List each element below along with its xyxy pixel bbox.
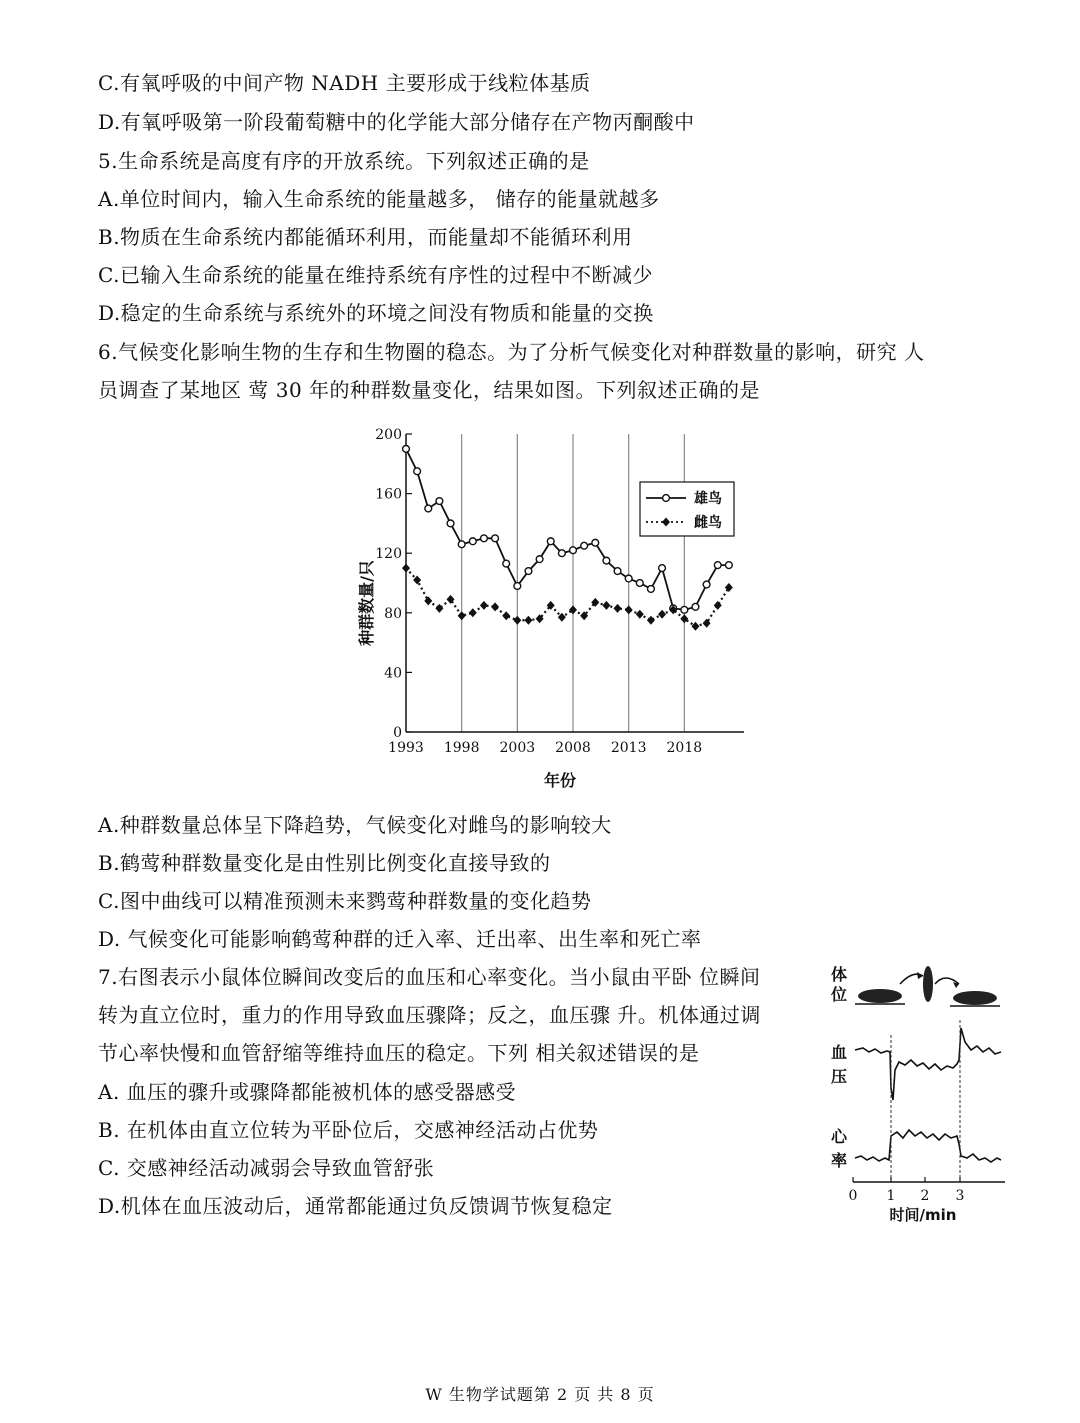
data-point-male xyxy=(725,562,732,569)
y-tick-label: 160 xyxy=(375,486,402,503)
data-point-male xyxy=(403,446,410,453)
data-point-male xyxy=(425,505,432,512)
mouse-upright-icon xyxy=(923,966,933,1002)
q7-stem-line-3: 节心率快慢和血管舒缩等维持血压的稳定。下列 相关叙述错误的是 xyxy=(98,1041,700,1065)
q7-option-a: A. 血压的骤升或骤降都能被机体的感受器感受 xyxy=(98,1080,517,1104)
data-point-female xyxy=(602,601,610,610)
data-point-male xyxy=(681,606,688,613)
q6-option-a: A.种群数量总体呈下降趋势，气候变化对雌鸟的影响较大 xyxy=(98,813,612,837)
q5-stem: 5.生命系统是高度有序的开放系统。下列叙述正确的是 xyxy=(98,149,590,173)
data-point-female xyxy=(402,564,410,573)
bp-label-char-2: 压 xyxy=(830,1067,848,1086)
data-point-male xyxy=(692,603,699,610)
q7-option-b: B. 在机体由直立位转为平卧位后，交感神经活动占优势 xyxy=(98,1118,599,1142)
series-line-female xyxy=(406,568,729,626)
q6-stem-line-1: 6.气候变化影响生物的生存和生物圈的稳态。为了分析气候变化对种群数量的影响，研究 人 xyxy=(98,340,925,364)
data-point-female xyxy=(458,611,466,620)
data-point-male xyxy=(603,557,610,564)
data-point-male xyxy=(436,498,443,505)
q6-option-d: D. 气候变化可能影响鹤莺种群的迁入率、迁出率、出生率和死亡率 xyxy=(98,927,702,951)
posture-label-char-2: 位 xyxy=(830,985,848,1004)
q6-option-c: C.图中曲线可以精准预测未来鹨莺种群数量的变化趋势 xyxy=(98,889,592,913)
mouse-lying-icon xyxy=(855,989,905,1004)
legend-label: 雄鸟 xyxy=(694,491,722,507)
q4-option-d: D.有氧呼吸第一阶段葡萄糖中的化学能大部分储存在产物丙酮酸中 xyxy=(98,110,695,134)
data-point-male xyxy=(659,565,666,572)
data-point-female xyxy=(480,601,488,610)
legend-label: 雌鸟 xyxy=(694,515,722,531)
time-tick: 3 xyxy=(955,1188,965,1204)
q7-option-c: C. 交感神经活动减弱会导致血管舒张 xyxy=(98,1156,435,1180)
q6-stem-line-2: 员调查了某地区 莺 30 年的种群数量变化，结果如图。下列叙述正确的是 xyxy=(98,378,761,402)
data-point-female xyxy=(502,611,510,620)
x-tick-label: 2013 xyxy=(610,740,647,756)
data-point-male xyxy=(714,562,721,569)
posture-label-char-1: 体 xyxy=(830,965,848,984)
q4-option-c: C.有氧呼吸的中间产物 NADH 主要形成于线粒体基质 xyxy=(98,71,591,95)
y-tick-label: 120 xyxy=(375,546,402,563)
time-tick: 1 xyxy=(886,1188,896,1204)
x-tick-label: 2003 xyxy=(499,740,536,756)
data-point-male xyxy=(592,539,599,546)
q6-option-b: B.鹤莺种群数量变化是由性别比例变化直接导致的 xyxy=(98,851,551,875)
data-point-female xyxy=(647,616,655,625)
hr-label-char-1: 心 xyxy=(830,1127,848,1146)
bp-trace xyxy=(855,1028,1001,1100)
data-point-female xyxy=(614,604,622,613)
bp-heart-rate-svg xyxy=(825,960,1010,1230)
data-point-male xyxy=(469,538,476,545)
population-chart xyxy=(340,418,760,798)
time-tick: 0 xyxy=(848,1188,858,1204)
data-point-male xyxy=(514,583,521,590)
data-point-male xyxy=(525,568,532,575)
time-tick: 2 xyxy=(920,1188,930,1204)
data-point-female xyxy=(469,608,477,617)
x-tick-label: 2008 xyxy=(555,740,591,756)
q5-option-d: D.稳定的生命系统与系统外的环境之间没有物质和能量的交换 xyxy=(98,301,654,325)
data-point-male xyxy=(458,541,465,548)
data-point-male xyxy=(447,520,454,527)
q5-option-a: A.单位时间内，输入生命系统的能量越多， 储存的能量就越多 xyxy=(98,187,660,211)
y-tick-label: 200 xyxy=(375,427,402,443)
q5-option-b: B.物质在生命系统内都能循环利用，而能量却不能循环利用 xyxy=(98,225,633,249)
hr-label-char-2: 率 xyxy=(830,1151,848,1170)
q7-stem-line-2: 转为直立位时，重力的作用导致血压骤降；反之，血压骤 升。机体通过调 xyxy=(98,1003,761,1027)
data-point-male xyxy=(648,586,655,593)
y-axis-label: 种群数量/只 xyxy=(357,560,376,646)
data-point-male xyxy=(636,580,643,587)
data-point-male xyxy=(547,538,554,545)
bp-heart-rate-figure xyxy=(825,960,1010,1230)
data-point-female xyxy=(636,610,644,619)
data-point-male xyxy=(614,568,621,575)
q7-option-d: D.机体在血压波动后，通常都能通过负反馈调节恢复稳定 xyxy=(98,1194,613,1218)
data-point-male xyxy=(581,542,588,549)
data-point-female xyxy=(513,616,521,625)
x-tick-label: 1993 xyxy=(388,740,424,756)
x-axis-label: 年份 xyxy=(543,771,577,790)
data-point-female xyxy=(625,605,633,614)
data-point-male xyxy=(703,581,710,588)
q5-option-c: C.已输入生命系统的能量在维持系统有序性的过程中不断减少 xyxy=(98,263,653,287)
population-chart-svg xyxy=(340,418,760,798)
x-tick-label: 1998 xyxy=(443,740,480,756)
mouse-lying-icon-2 xyxy=(950,991,1000,1006)
y-tick-label: 80 xyxy=(384,605,402,622)
x-tick-label: 2018 xyxy=(666,740,703,756)
data-point-female xyxy=(491,602,499,611)
data-point-male xyxy=(558,550,565,557)
data-point-male xyxy=(503,560,510,567)
hr-trace xyxy=(855,1130,1001,1162)
data-point-male xyxy=(492,535,499,542)
q7-stem-line-1: 7.右图表示小鼠体位瞬间改变后的血压和心率变化。当小鼠由平卧 位瞬间 xyxy=(98,965,761,989)
data-point-male xyxy=(570,547,577,554)
bp-label-char-1: 血 xyxy=(830,1043,848,1062)
y-tick-label: 40 xyxy=(384,665,402,682)
data-point-female xyxy=(714,601,722,610)
data-point-female xyxy=(435,604,443,613)
time-axis-label: 时间/min xyxy=(889,1206,957,1224)
page-footer: W 生物学试题第 2 页 共 8 页 xyxy=(425,1385,655,1404)
y-tick-label: 0 xyxy=(393,725,402,741)
data-point-male xyxy=(414,468,421,475)
data-point-female xyxy=(658,610,666,619)
legend-marker-male xyxy=(663,495,670,502)
data-point-female xyxy=(524,616,532,625)
data-point-male xyxy=(625,575,632,582)
data-point-male xyxy=(481,535,488,542)
data-point-male xyxy=(536,556,543,563)
